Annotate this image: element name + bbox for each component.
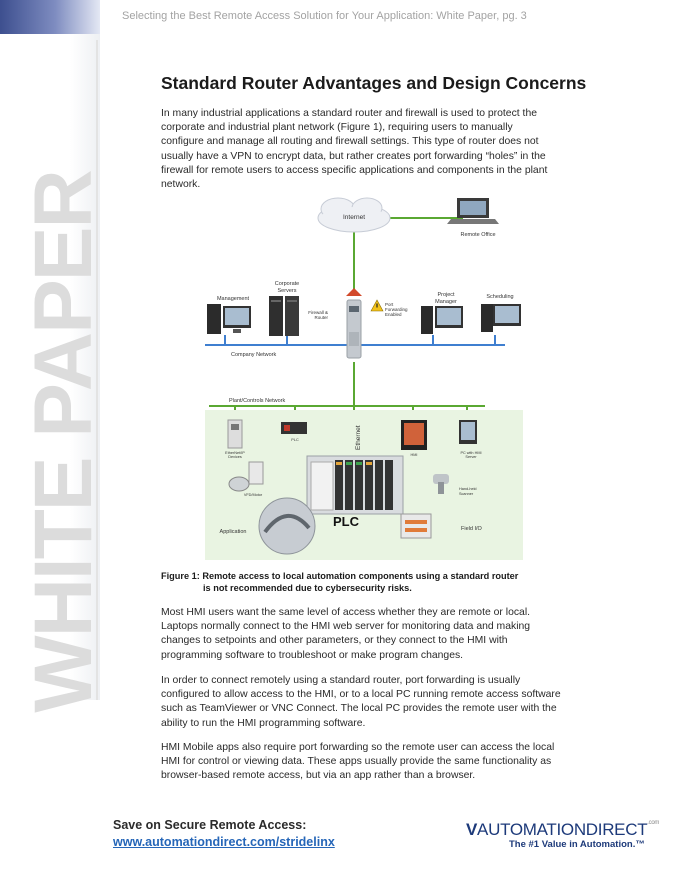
conveyor-icon — [259, 498, 315, 554]
workstation-icon — [459, 420, 477, 444]
project-manager-label-line1: Project — [437, 292, 455, 298]
body-paragraph — [161, 674, 564, 731]
text-line: In order to connect remotely using a standard router, port forwarding is usually — [161, 675, 521, 686]
brand-mark: V — [466, 820, 478, 839]
port-forwarding-label-line2: Forwarding — [385, 307, 408, 312]
body-paragraph — [161, 606, 564, 663]
io-device-icon — [228, 420, 242, 448]
plc-device-icon — [281, 422, 307, 434]
text-line: firewall for remote users to access specific applications and components in the plant — [161, 164, 548, 176]
laptop-icon — [447, 198, 499, 224]
port-forwarding-label-line1: Port — [385, 302, 394, 307]
ethernet-ip-label-line2: Devices — [228, 455, 242, 459]
management-label: Management — [216, 296, 250, 302]
stridelinx-link[interactable]: www.automationdirect.com/stridelinx — [113, 835, 335, 849]
pc-hmi-label-line1: PC with HMI — [460, 451, 482, 455]
plc-rack-icon — [307, 456, 403, 514]
text-line: HMI Mobile apps also require port forwarding so the remote user can access the local — [161, 742, 555, 753]
company-network-label: Company Network — [231, 352, 277, 358]
text-line: corporate and industrial plant network (Figure 1), requiring users to manually — [161, 122, 513, 134]
brand-tagline: The #1 Value in Automation.™ — [509, 839, 645, 850]
text-line: configured to allow access to the HMI, or to a local PC running remote access software — [161, 689, 561, 701]
body-paragraph — [161, 741, 564, 784]
network-diagram — [195, 192, 535, 560]
text-line: such as TeamViewer or VNC Connect. The local PC provides the remote user with the — [161, 703, 557, 715]
ethernet-label: Ethernet — [355, 425, 362, 450]
intro-paragraph — [161, 107, 564, 192]
running-header: Selecting the Best Remote Access Solution for Your Application: White Paper, pg. 3 — [122, 10, 527, 22]
text-line: configure and manage all routing and firewall settings. This type of router does not — [161, 136, 539, 148]
brand-suffix: .com — [647, 820, 660, 826]
vfd-label: VFD/Motor — [243, 493, 263, 497]
footer-cta: Save on Secure Remote Access: — [113, 818, 307, 832]
text-line: browser-based remote access, but via an app rather than a browser. — [161, 770, 476, 782]
scanner-label-line1: Hand-held — [459, 487, 477, 491]
hmi-icon — [401, 420, 427, 450]
scheduling-label: Scheduling — [486, 294, 514, 300]
text-line: Laptops normally connect to the HMI web server for monitoring data and making — [161, 621, 531, 633]
text-line: network. — [161, 179, 201, 191]
text-line: usually have a VPN to encrypt data, but rather creates port forwarding “holes” in the — [161, 150, 546, 162]
brand-logo — [466, 820, 659, 840]
text-line: HMI for control or viewing data. These apps usually provide the same functionality as — [161, 756, 552, 768]
section-heading: Standard Router Advantages and Design Concerns — [161, 73, 587, 93]
internet-label: Internet — [342, 214, 366, 221]
firewall-label-line1: Firewall & — [308, 310, 328, 315]
small-plc-label: PLC — [291, 438, 299, 442]
warning-icon — [371, 300, 383, 311]
router-icon — [346, 288, 362, 358]
caption-line: is not recommended due to cybersecurity risks. — [203, 583, 412, 593]
caption-line: Figure 1: Remote access to local automation components using a standard router — [161, 571, 519, 581]
plc-label: PLC — [333, 514, 359, 529]
figure-caption — [161, 570, 518, 594]
workstation-icon — [421, 306, 463, 334]
header-corner-band — [0, 0, 100, 34]
field-io-icon — [401, 514, 431, 538]
field-io-label: Field I/O — [461, 526, 482, 532]
text-line: programming software to troubleshoot or make program changes. — [161, 649, 464, 661]
servers-label-line1: Corporate — [274, 281, 300, 287]
application-label: Application — [219, 529, 247, 535]
hmi-label: HMI — [410, 453, 418, 457]
workstation-icon — [481, 304, 521, 332]
text-line: Most HMI users want the same level of access whether they are remote or local. — [161, 607, 531, 618]
brand-name: AUTOMATIONDIRECT — [477, 820, 648, 839]
scanner-label-line2: Scanner — [459, 492, 474, 496]
remote-office-label: Remote Office — [460, 232, 496, 238]
port-forwarding-label-line3: Enabled — [385, 312, 402, 317]
pc-hmi-label-line2: Server — [465, 455, 477, 459]
ethernet-ip-label-line1: EtherNet/IP — [225, 451, 245, 455]
firewall-label-line2: Router — [314, 315, 328, 320]
workstation-icon — [207, 304, 251, 334]
text-line: changes to setpoints and other parameters, or they connect to the HMI with — [161, 635, 508, 647]
server-icon — [269, 296, 299, 336]
sidebar-watermark: WHITE PAPER — [18, 171, 109, 713]
plant-network-label: Plant/Controls Network — [229, 398, 286, 404]
text-line: ability to run the HMI programming software. — [161, 717, 366, 729]
text-line: In many industrial applications a standard router and firewall is used to protect the — [161, 108, 538, 119]
project-manager-label-line2: Manager — [435, 299, 457, 305]
servers-label-line2: Servers — [277, 288, 297, 294]
